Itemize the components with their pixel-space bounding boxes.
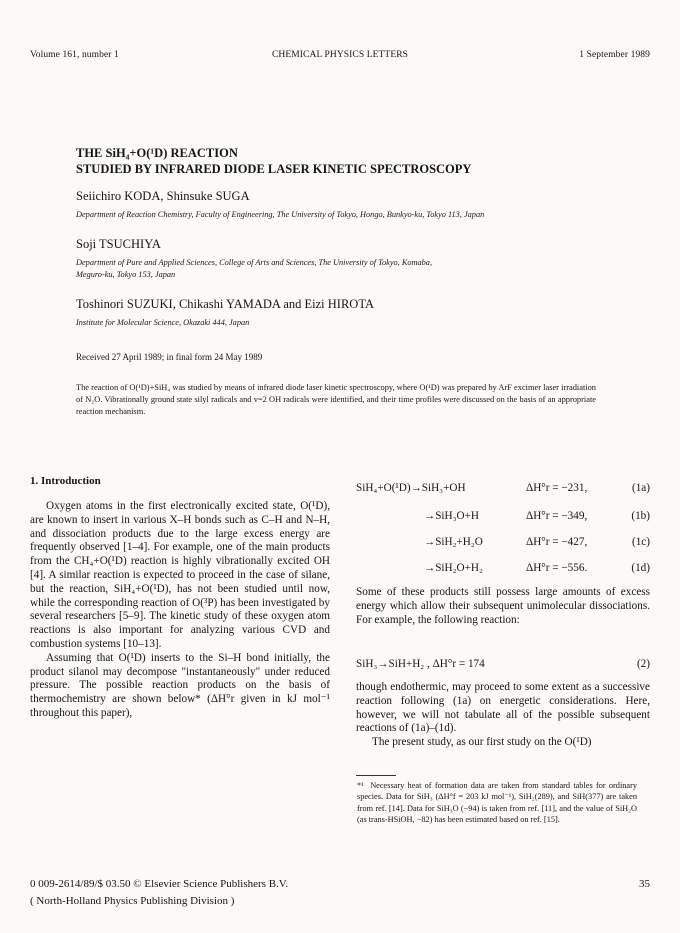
equation-1c-lhs: →SiH₂+H₂O [424, 536, 483, 548]
title-line-1: THE SiH₄+O(¹D) REACTION [76, 146, 238, 160]
author-names-3: Toshinori SUZUKI, Chikashi YAMADA and Eizi HIROTA [76, 297, 374, 311]
equation-2-lhs: SiH₃→SiH+H₂ , ΔH°r = 174 [356, 658, 485, 670]
equation-1c-enthalpy: ΔH°r = −427, [526, 536, 588, 548]
footnote-rule [356, 775, 396, 776]
article-title [76, 145, 471, 177]
equation-1b-lhs: →SiH₃O+H [424, 510, 479, 522]
footnote [357, 780, 637, 825]
right-paragraph-1 [356, 586, 650, 627]
right-paragraph-3-text: The present study, as our first study on the O(¹D) [372, 736, 592, 749]
author-names-1: Seiichiro KODA, Shinsuke SUGA [76, 189, 250, 203]
equation-1d-enthalpy: ΔH°r = −556. [526, 562, 588, 574]
equation-2-label: (2) [636, 658, 650, 670]
abstract: The reaction of O(¹D)+SiH₄ was studied by means of infrared diode laser kinetic spectroscopy, where O(¹D) was prepared by ArF excimer laser irradiation of N₂O. Vibrationally ground state silyl radicals and v=2 OH radicals were identified, and their time profiles were discussed on the basis of an appropriate reaction mechanism. [76, 383, 596, 416]
equation-1a-enthalpy: ΔH°r = −231, [526, 482, 588, 494]
right-paragraph-1-text: Some of these products still possess large amounts of excess energy which allow their subsequent unimolecular dissociations. For example, the following reaction: [356, 586, 650, 626]
intro-paragraph-1: Oxygen atoms in the first electronically excited state, O(¹D), are known to insert in various X–H bonds such as C–H and N–H, and dissociation products due to the large excess energy are frequently observed [1–4]. For example, one of the main products from the CH₄+O(¹D) reaction is highly vibrationally excited OH [4]. A similar reaction is expected to proceed in the case of silane, but the reaction, SiH₄+O(¹D), has not been studied until now, while the corresponding reaction of O(³P) has been investigated by several researchers [5–9]. The kinetic study of these oxygen atom reactions is also important for analyzing various CVD and combustion systems [10–13]. [30, 500, 330, 650]
footnote-text: Necessary heat of formation data are taken from standard tables for ordinary species. Data for SiH₃ (ΔH°f = 203 kJ mol⁻¹), SiH₂(289), and SiH(377) are taken from ref. [14]. Data for SiH₃O (−94) is taken from ref. [11], and the value of SiH₂O (as trans-HSiOH, −82) has been estimated based on ref. [15]. [357, 781, 637, 824]
equation-1d-label: (1d) [631, 562, 650, 574]
equation-1a-lhs: SiH₄+O(¹D)→SiH₃+OH [356, 482, 466, 494]
received-dates: Received 27 April 1989; in final form 24 May 1989 [76, 352, 263, 362]
equation-1a-label: (1a) [631, 482, 650, 494]
issue-date: 1 September 1989 [579, 50, 650, 60]
intro-paragraph-2: Assuming that O(¹D) inserts to the Si–H bond initially, the product silanol may decompose "instantaneously" under reduced pressure. The possible reaction products on the basis of thermochemistry are shown below* (ΔH°r given in kJ mol⁻¹ throughout this paper), [30, 651, 330, 719]
affiliation-2-line-1: Department of Pure and Applied Sciences, College of Arts and Sciences, The University of Tokyo, Komaba, [76, 258, 433, 267]
equation-1c-label: (1c) [631, 536, 650, 548]
equation-1b-enthalpy: ΔH°r = −349, [526, 510, 588, 522]
left-column [30, 500, 330, 721]
volume-info: Volume 161, number 1 [30, 50, 119, 60]
affiliation-3: Institute for Molecular Science, Okazaki 444, Japan [76, 318, 250, 327]
right-paragraph-2-text: though endothermic, may proceed to some extent as a successive reaction following (1a) on energetic considerations. Here, however, we will not tabulate all of the possible subsequent reactions of (1a)–(1d). [356, 681, 650, 735]
equation-1b-label: (1b) [631, 510, 650, 522]
affiliation-2-line-2: Meguro-ku, Tokyo 153, Japan [76, 270, 176, 279]
equation-1d-lhs: →SiH₂O+H₂ [424, 562, 483, 574]
journal-name: CHEMICAL PHYSICS LETTERS [271, 50, 409, 60]
author-names-2: Soji TSUCHIYA [76, 237, 161, 251]
affiliation-1: Department of Reaction Chemistry, Faculty of Engineering, The University of Tokyo, Hongo, Bunkyo-ku, Tokyo 113, Japan [76, 210, 485, 219]
title-line-2: STUDIED BY INFRARED DIODE LASER KINETIC SPECTROSCOPY [76, 162, 472, 176]
right-paragraph-2 [356, 681, 650, 750]
publisher-division: ( North-Holland Physics Publishing Division ) [30, 895, 235, 907]
footnote-mark: *¹ [357, 781, 364, 790]
section-heading: 1. Introduction [30, 475, 101, 487]
page-number: 35 [639, 878, 650, 890]
copyright-line: 0 009-2614/89/$ 03.50 © Elsevier Science Publishers B.V. [30, 878, 289, 890]
